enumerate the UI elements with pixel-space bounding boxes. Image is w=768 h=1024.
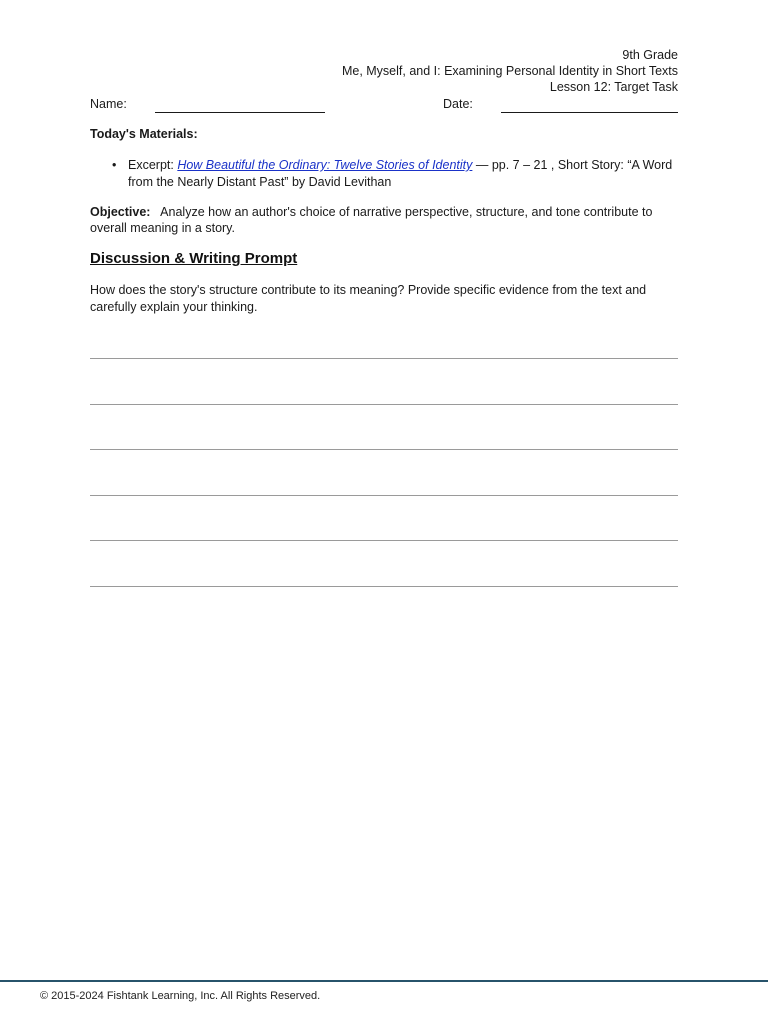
name-date-row [90, 97, 678, 115]
answer-line[interactable] [90, 358, 678, 359]
answer-line[interactable] [90, 540, 678, 541]
footer-divider [0, 980, 768, 982]
answer-line[interactable] [90, 449, 678, 450]
footer-copyright: © 2015-2024 Fishtank Learning, Inc. All Rights Reserved. [40, 990, 321, 1002]
answer-line[interactable] [90, 495, 678, 496]
book-title-link[interactable]: How Beautiful the Ordinary: Twelve Stories of Identity [177, 158, 473, 172]
item-suffix: — pp. 7 – 21 , Short Story: “A Word from the Nearly Distant Past” by David Levithan [128, 158, 673, 189]
unit-title: Me, Myself, and I: Examining Personal Identity in Short Texts [341, 64, 678, 78]
worksheet-page [90, 0, 678, 1024]
objective-text: Analyze how an author's choice of narrative perspective, structure, and tone contribute to overall meaning in a story. [90, 205, 653, 235]
answer-line[interactable] [90, 586, 678, 587]
objective-label: Objective: [90, 205, 151, 219]
grade-level: 9th Grade [622, 48, 678, 62]
objective [90, 204, 678, 236]
lesson-title: Lesson 12: Target Task [549, 80, 678, 94]
section-title: Discussion & Writing Prompt [90, 250, 298, 267]
bullet-icon: • [112, 158, 117, 172]
name-label: Name: [90, 97, 127, 111]
list-item [90, 157, 678, 191]
answer-line[interactable] [90, 404, 678, 405]
materials-heading: Today's Materials: [90, 127, 198, 141]
name-field-line [155, 112, 325, 113]
writing-prompt: How does the story's structure contribute to its meaning? Provide specific evidence from the text and carefully explain your thinking. [90, 283, 647, 314]
document-header [342, 47, 678, 95]
item-prefix: Excerpt: [128, 158, 178, 172]
date-field-line [501, 112, 678, 113]
materials-list [90, 157, 678, 191]
date-label: Date: [443, 97, 473, 111]
